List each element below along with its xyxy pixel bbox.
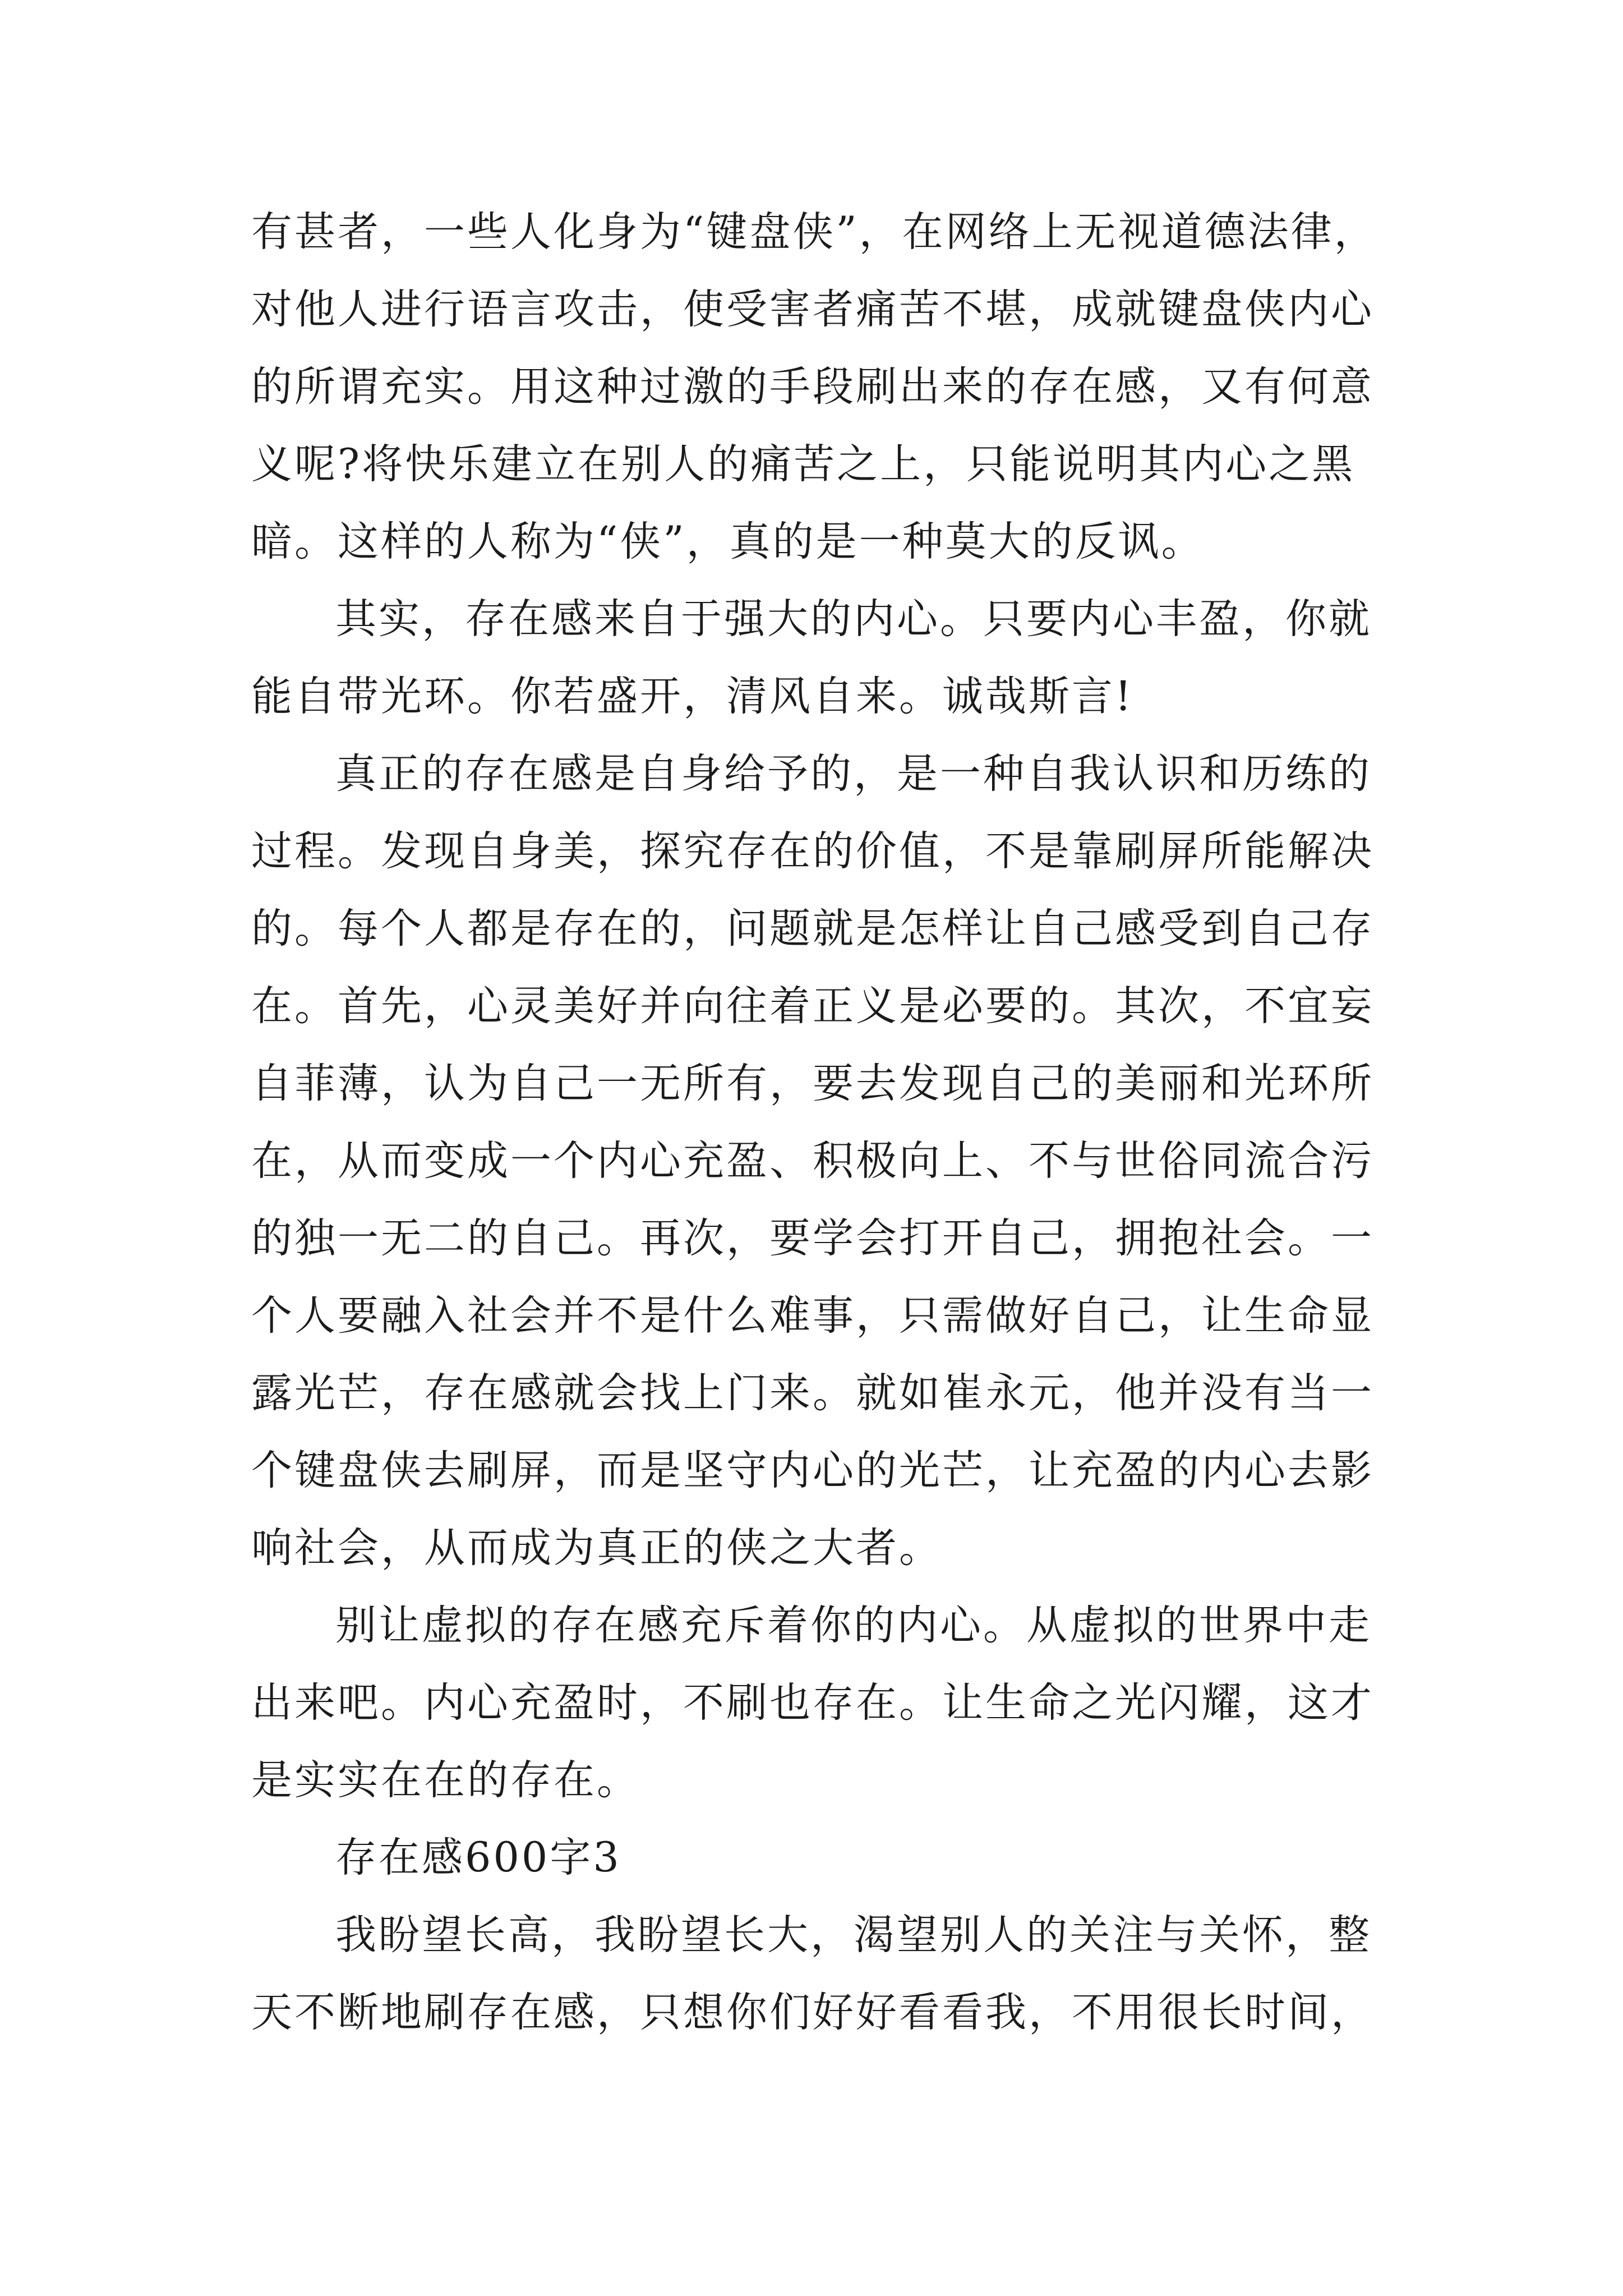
text-line: 在，从而变成一个内心充盈、积极向上、不与世俗同流合污	[251, 1137, 1374, 1185]
paragraph-keyboard-warrior	[251, 194, 1378, 581]
text-line: 的。每个人都是存在的，问题就是怎样让自己感受到自己存	[251, 905, 1374, 953]
text-line: 个键盘侠去刷屏，而是坚守内心的光芒，让充盈的内心去影	[251, 1447, 1374, 1494]
paragraph-inner-strength	[251, 581, 1378, 735]
text-line: 其实，存在感来自于强大的内心。只要内心丰盈，你就	[335, 595, 1372, 643]
text-line: 的独一无二的自己。再次，要学会打开自己，拥抱社会。一	[251, 1214, 1374, 1262]
text-line: 天不断地刷存在感，只想你们好好看看我，不用很长时间，	[251, 1989, 1374, 2036]
text-line: 响社会，从而成为真正的侠之大者。	[251, 1524, 942, 1572]
text-line: 在。首先，心灵美好并向往着正义是必要的。其次，不宜妄	[251, 982, 1374, 1030]
section-heading: 存在感600字3	[335, 1834, 621, 1881]
text-line: 别让虚拟的存在感充斥着你的内心。从虚拟的世界中走	[335, 1602, 1372, 1649]
text-line: 暗。这样的人称为“侠”，真的是一种莫大的反讽。	[251, 518, 1205, 565]
text-line: 真正的存在感是自身给予的，是一种自我认识和历练的	[335, 750, 1372, 798]
text-line: 有甚者，一些人化身为“键盘侠”，在网络上无视道德法律，	[251, 208, 1377, 256]
text-line: 能自带光环。你若盛开，清风自来。诚哉斯言!	[251, 673, 1134, 720]
text-line: 过程。发现自身美，探究存在的价值，不是靠刷屏所能解决	[251, 827, 1374, 875]
text-line: 出来吧。内心充盈时，不刷也存在。让生命之光闪耀，这才	[251, 1679, 1374, 1727]
text-line: 露光芒，存在感就会找上门来。就如崔永元，他并没有当一	[251, 1369, 1374, 1417]
paragraph-virtual-world	[251, 1587, 1378, 1819]
paragraph-true-presence	[251, 735, 1378, 1587]
text-line: 对他人进行语言攻击，使受害者痛苦不堪，成就键盘侠内心	[251, 286, 1374, 333]
text-line: 自菲薄，认为自己一无所有，要去发现自己的美丽和光环所	[251, 1060, 1374, 1107]
text-line: 我盼望长高，我盼望长大，渴望别人的关注与关怀，整	[335, 1911, 1372, 1959]
text-line: 义呢?将快乐建立在别人的痛苦之上，只能说明其内心之黑	[251, 440, 1355, 488]
text-line: 个人要融入社会并不是什么难事，只需做好自己，让生命显	[251, 1292, 1374, 1340]
document-body	[251, 194, 1378, 2051]
paragraph-growing-up	[251, 1897, 1378, 2051]
text-line: 是实实在在的存在。	[251, 1756, 640, 1804]
text-line: 的所谓充实。用这种过激的手段刷出来的存在感，又有何意	[251, 363, 1374, 411]
